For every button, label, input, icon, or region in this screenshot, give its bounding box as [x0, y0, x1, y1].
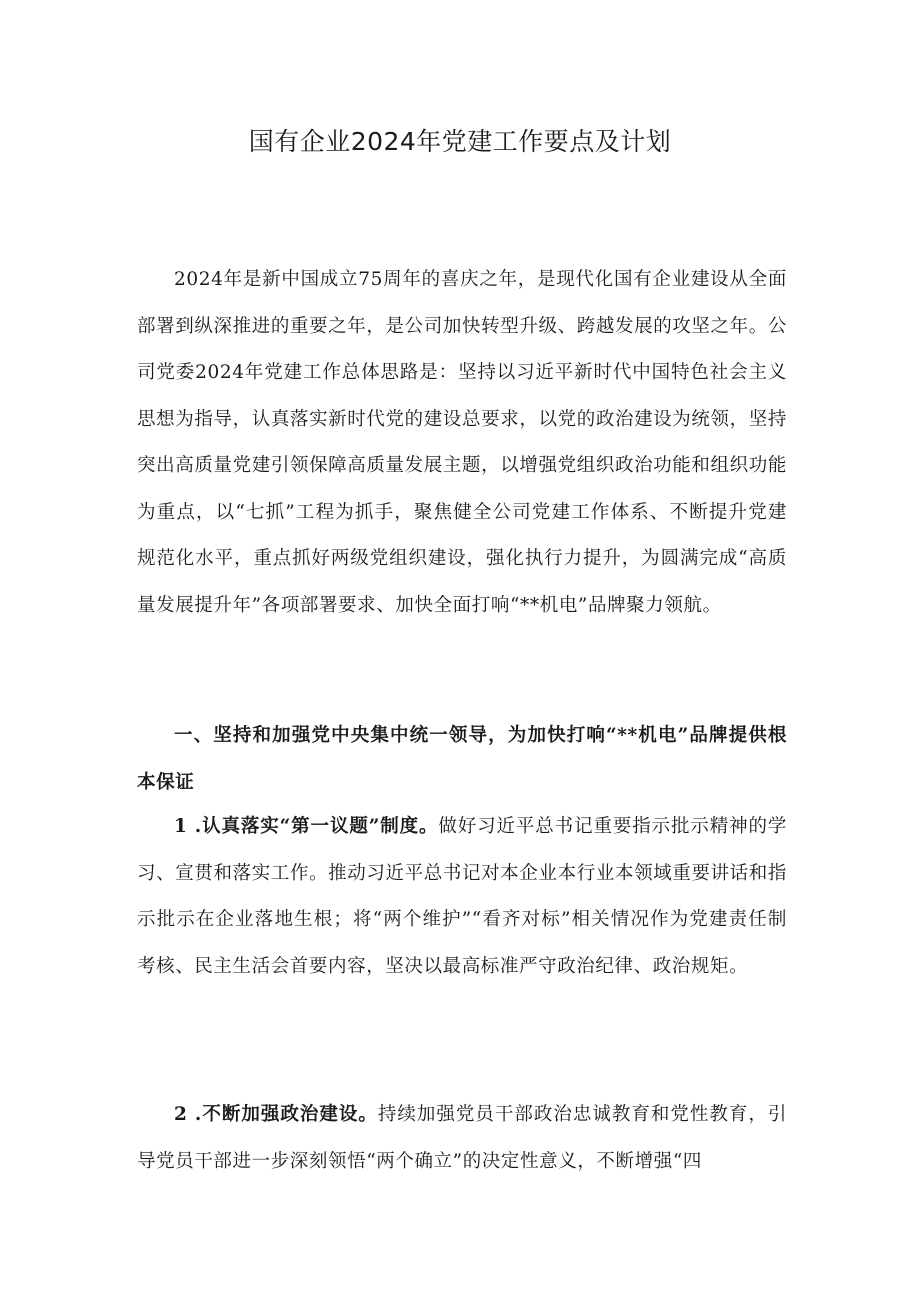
- section-1-heading: 一、坚持和加强党中央集中统一领导，为加快打响“**机电”品牌提供根本保证: [137, 725, 787, 793]
- item-2-lead: 2 .不断加强政治建设。: [174, 1104, 378, 1125]
- item-1-lead: 1 .认真落实“第一议题”制度。: [174, 816, 439, 837]
- item-1-text: 做好习近平总书记重要指示批示精神的学习、宣贯和落实工作。推动习近平总书记对本企业本行业本领域重要讲话和指示批示在企业落地生根；将“两个维护”“看齐对标”相关情况作为党建责任制考核、民主生活会首要内容，坚决以最高标准严守政治纪律、政治规矩。: [137, 816, 787, 977]
- document-title: 国有企业2024年党建工作要点及计划: [248, 127, 672, 156]
- intro-paragraph: 2024年是新中国成立75周年的喜庆之年，是现代化国有企业建设从全面部署到纵深推进的重要之年，是公司加快转型升级、跨越发展的攻坚之年。公司党委2024年党建工作总体思路是：坚持以习近平新时代中国特色社会主义思想为指导，认真落实新时代党的建设总要求，以党的政治建设为统领，坚持突出高质量党建引领保障高质量发展主题，以增强党组织政治功能和组织功能为重点，以“七抓”工程为抓手，聚焦健全公司党建工作体系、不断提升党建规范化水平，重点抓好两级党组织建设，强化执行力提升，为圆满完成“高质量发展提升年”各项部署要求、加快全面打响“**机电”品牌聚力领航。: [137, 269, 787, 616]
- item-2-text: 持续加强党员干部政治忠诚教育和党性教育，引导党员干部进一步深刻领悟“两个确立”的决定性意义，不断增强“四: [137, 1104, 787, 1172]
- section-1-item-2: [137, 1092, 787, 1185]
- section-1-item-1: [137, 804, 787, 990]
